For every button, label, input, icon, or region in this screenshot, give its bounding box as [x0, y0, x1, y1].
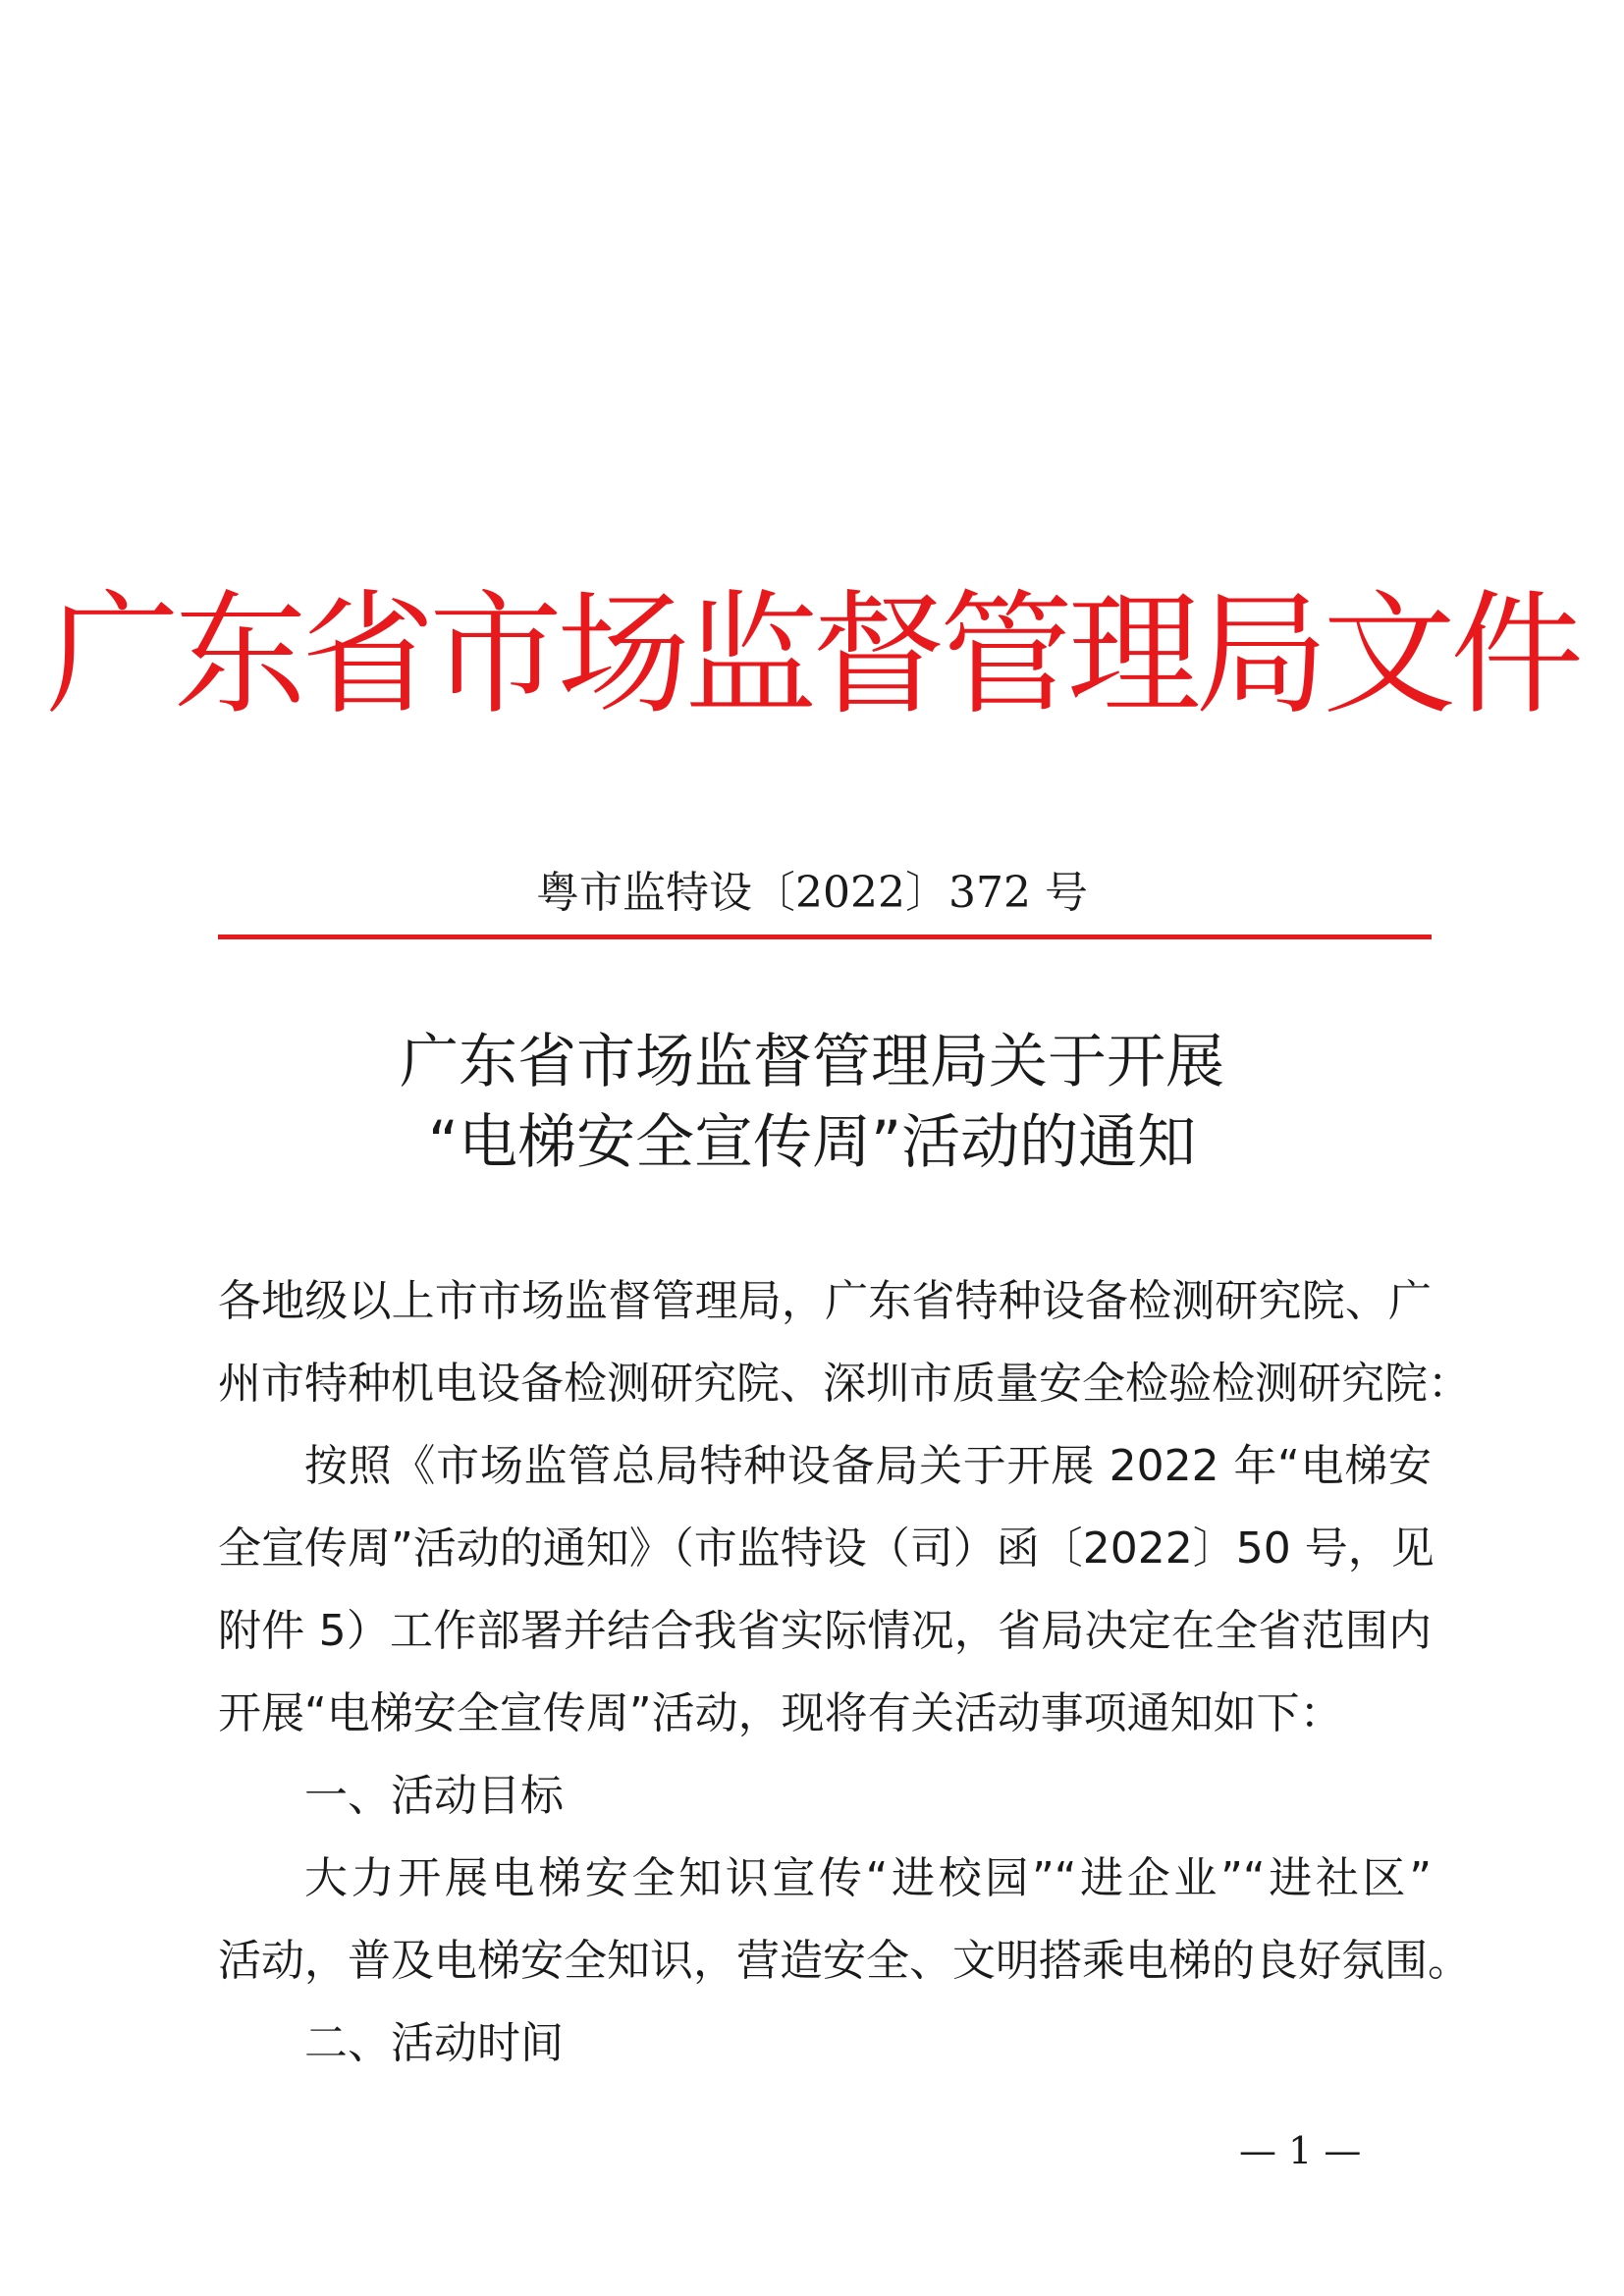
red-separator-line — [218, 934, 1432, 939]
paragraph-1-line-1: 按照《市场监管总局特种设备局关于开展 2022 年“电梯安 — [304, 1441, 1432, 1491]
paragraph-1-line-4: 开展“电梯安全宣传周”活动，现将有关活动事项通知如下： — [218, 1688, 1343, 1738]
masthead-title: 广东省市场监督管理局文件 — [46, 578, 1578, 733]
addressee-line-2: 州市特种机电设备检测研究院、深圳市质量安全检验检测研究院： — [218, 1359, 1471, 1409]
section-heading-2: 二、活动时间 — [304, 2018, 564, 2068]
section-heading-1: 一、活动目标 — [304, 1771, 564, 1821]
notice-title-line-2: “电梯安全宣传周”活动的通知 — [427, 1108, 1197, 1177]
paragraph-1-line-3: 附件 5）工作部署并结合我省实际情况，省局决定在全省范围内 — [218, 1606, 1432, 1656]
addressee-line-1: 各地级以上市市场监督管理局，广东省特种设备检测研究院、广 — [218, 1276, 1432, 1326]
section-1-line-2: 活动，普及电梯安全知识，营造安全、文明搭乘电梯的良好氛围。 — [218, 1936, 1471, 1986]
notice-title-line-1: 广东省市场监督管理局关于开展 — [400, 1028, 1224, 1096]
paragraph-1-line-2: 全宣传周”活动的通知》（市监特设（司）函〔2022〕50 号，见 — [218, 1523, 1435, 1574]
section-1-line-1: 大力开展电梯安全知识宣传“进校园”“进企业”“进社区” — [304, 1853, 1432, 1903]
document-number: 粤市监特设〔2022〕372 号 — [536, 868, 1088, 918]
page-number: — 1 — — [1239, 2129, 1362, 2172]
